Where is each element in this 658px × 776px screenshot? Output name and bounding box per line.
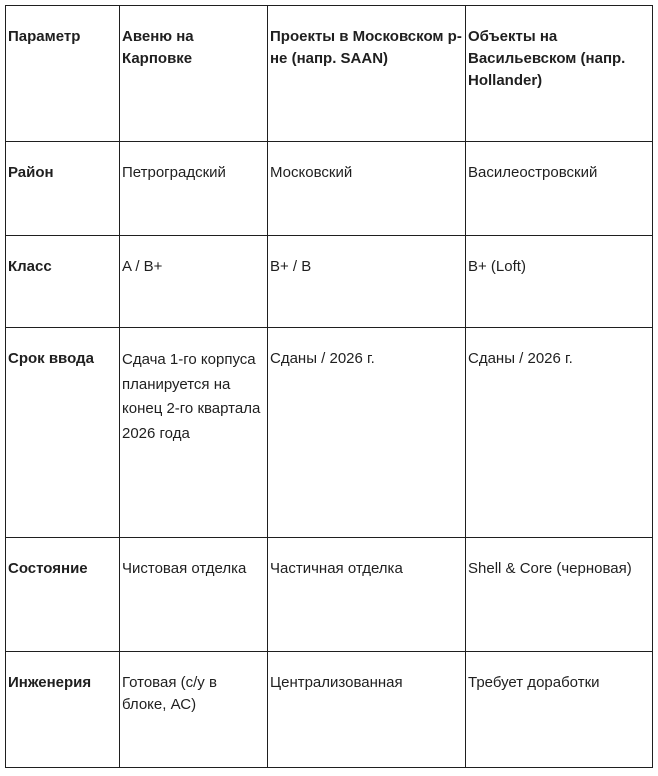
cell-class-moskovsky: B+ / B — [268, 236, 466, 328]
table-header-row — [6, 6, 653, 142]
table-row-engineering — [6, 652, 653, 768]
cell-engineering-karpovka: Готовая (с/у в блоке, АС) — [120, 652, 268, 768]
cell-class-karpovka: A / B+ — [120, 236, 268, 328]
cell-district-karpovka: Петроградский — [120, 142, 268, 236]
row-label-district: Район — [6, 142, 120, 236]
table-row-class — [6, 236, 653, 328]
table-row-completion — [6, 328, 653, 538]
cell-engineering-moskovsky: Централизованная — [268, 652, 466, 768]
cell-completion-moskovsky: Сданы / 2026 г. — [268, 328, 466, 538]
cell-completion-vasilievsky: Сданы / 2026 г. — [466, 328, 653, 538]
cell-condition-moskovsky: Частичная отделка — [268, 538, 466, 652]
cell-engineering-vasilievsky: Требует доработки — [466, 652, 653, 768]
header-moskovsky-projects: Проекты в Московском р-не (напр. SAAN) — [268, 6, 466, 142]
comparison-table-container — [5, 5, 653, 768]
header-parameter: Параметр — [6, 6, 120, 142]
comparison-table — [5, 5, 653, 768]
row-label-condition: Состояние — [6, 538, 120, 652]
row-label-completion: Срок ввода — [6, 328, 120, 538]
row-label-class: Класс — [6, 236, 120, 328]
cell-district-vasilievsky: Василеостровский — [466, 142, 653, 236]
cell-district-moskovsky: Московский — [268, 142, 466, 236]
row-label-engineering: Инженерия — [6, 652, 120, 768]
cell-condition-vasilievsky: Shell & Core (черновая) — [466, 538, 653, 652]
table-row-condition — [6, 538, 653, 652]
header-vasilievsky-objects: Объекты на Васильевском (напр. Hollander) — [466, 6, 653, 142]
header-avenue-karpovka: Авеню на Карповке — [120, 6, 268, 142]
cell-condition-karpovka: Чистовая отделка — [120, 538, 268, 652]
cell-class-vasilievsky: B+ (Loft) — [466, 236, 653, 328]
cell-completion-karpovka: Сдача 1-го корпуса планируется на конец 2-го квартала 2026 года — [120, 328, 268, 538]
table-row-district — [6, 142, 653, 236]
